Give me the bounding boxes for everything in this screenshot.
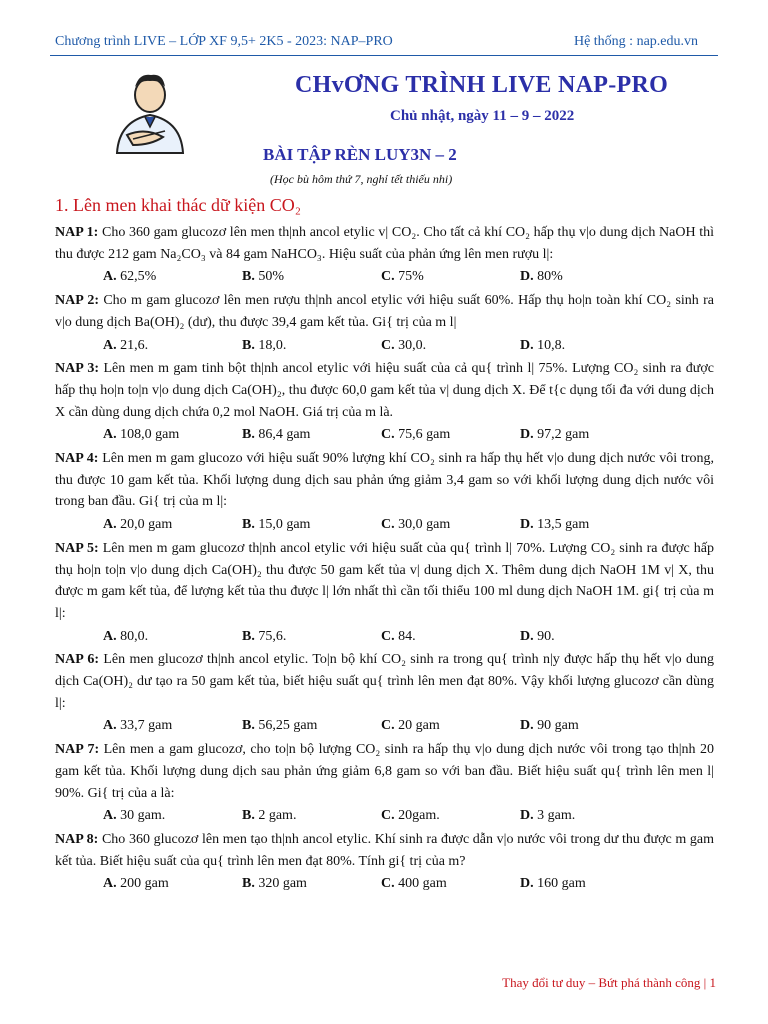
answer-option-a: A. 20,0 gam [103,517,173,533]
answer-row [55,715,714,737]
answer-option-a: A. 108,0 gam [103,427,180,443]
question-label: NAP 4: [55,451,99,467]
answer-option-c: C. 84. [381,628,416,644]
answer-option-c: C. 30,0 gam [381,517,451,533]
answer-option-c: C. 20gam. [381,808,440,824]
question-item [55,222,714,288]
answer-option-b: B. 15,0 gam [242,517,311,533]
answer-option-c: C. 75% [381,269,424,285]
answer-row [55,805,714,827]
answer-row [55,514,714,536]
question-body: Lên men glucozơ th|nh ancol etylic. To|n bộ khí CO₂ sinh ra trong qu{ trình n|y được hấp thụ hết v|o dung dịch Ca(OH)₂ dư tạo ra 50 gam kết tủa, biết hiệu suất qu{ trình lên men đạt 80%. Vậy khối lượng glucozơ cần dùng l|: [55,652,715,711]
question-text [55,290,714,333]
question-body: Cho 360 gam glucozơ lên men th|nh ancol etylic v| CO₂. Cho tất cả khí CO₂ hấp thụ v|o dung dịch NaOH thì thu được 212 gam Na₂CO₃ và 84 gam NaHCO₃. Hiệu suất của phản ứng lên men rượu l|: [55,225,714,262]
question-label: NAP 3: [55,361,100,377]
answer-option-a: A. 80,0. [103,628,149,644]
answer-row [55,626,714,648]
answer-option-b: B. 2 gam. [242,808,297,824]
question-body: Lên men a gam glucozơ, cho to|n bộ lượng CO₂ sinh ra hấp thụ v|o dung dịch nước vôi trong tạo th|nh 20 gam kết tủa. Khối lượng dung dịch sau phản ứng giảm 6,8 gam so với ban đầu. Biết hiệu suất qu{ trình lên men l| 90%. Gi{ trị của a là: [55,742,714,801]
question-label: NAP 8: [55,831,99,847]
question-list [55,222,714,897]
question-item [55,538,714,648]
answer-row [55,873,714,895]
header-program: Chương trình LIVE – LỚP XF 9,5+ 2K5 - 2023: NAP–PRO [55,34,393,49]
exercise-title: BÀI TẬP RÈN LUY3N – 2 [263,145,457,164]
question-item [55,829,714,895]
question-label: NAP 7: [55,742,100,758]
answer-option-d: D. 10,8. [520,337,566,353]
question-body: Lên men m gam glucozơ th|nh ancol etylic với hiệu suất của qu{ trình l| 70%. Lượng CO₂ sinh ra được hấp thụ ho|n to|n v|o dung dịch Ca(OH)₂ thu được 50 gam kết tủa v| dung dịch X. Thêm dung dịch NaOH 1M v| X, thu được m gam kết tủa, để lượng kết tủa thu được l| lớn nhất thì cần tối thiểu 100 ml dung dịch NaOH 1M. gi{ trị của m l|: [55,540,714,621]
question-label: NAP 2: [55,293,99,309]
question-text [55,358,714,423]
page-footer: Thay đổi tư duy – Bứt phá thành công | 1 [502,975,716,990]
answer-option-b: B. 75,6. [242,628,287,644]
answer-option-a: A. 62,5% [103,269,157,285]
section-heading: 1. Lên men khai thác dữ kiện CO₂ [55,195,301,215]
question-text [55,222,714,265]
question-body: Cho m gam glucozơ lên men rượu th|nh ancol etylic với hiệu suất 60%. Hấp thụ ho|n toàn khí CO₂ sinh ra v|o dung dịch Ba(OH)₂ (dư), thu được 39,4 gam kết tủa. Gi{ trị của m l| [55,293,714,330]
question-item [55,358,714,446]
answer-option-d: D. 97,2 gam [520,427,590,443]
header-divider [50,55,718,56]
answer-option-a: A. 200 gam [103,876,169,892]
answer-option-c: C. 20 gam [381,718,440,734]
question-label: NAP 1: [55,225,99,240]
question-item [55,649,714,737]
answer-option-c: C. 30,0. [381,337,427,353]
question-item [55,290,714,356]
answer-option-b: B. 56,25 gam [242,718,318,734]
answer-option-a: A. 33,7 gam [103,718,173,734]
answer-option-b: B. 18,0. [242,337,287,353]
answer-row [55,266,714,288]
header-system: Hệ thống : nap.edu.vn [573,34,698,49]
answer-option-b: B. 86,4 gam [242,427,311,443]
answer-row [55,335,714,357]
answer-option-d: D. 80% [520,269,563,285]
answer-option-d: D. 160 gam [520,876,586,892]
question-body: Lên men m gam glucozo với hiệu suất 90% lượng khí CO₂ sinh ra hấp thụ hết v|o dung dịch nước vôi trong, thu được 10 gam kết tủa. Khối lượng dung dịch sau phản ứng giảm 3,4 gam so với khối lượng dung dịch nước vôi trong ban đầu. Gi{ trị của m l|: [55,451,714,510]
question-text [55,739,714,804]
date-line: Chủ nhật, ngày 11 – 9 – 2022 [390,108,575,124]
question-label: NAP 6: [55,652,100,668]
answer-option-a: A. 21,6. [103,337,149,353]
page-title: CHvƠNG TRÌNH LIVE NAP-PRO [295,72,669,98]
answer-row [55,424,714,446]
answer-option-b: B. 50% [242,269,285,285]
teacher-avatar-icon [105,65,195,155]
question-text [55,448,714,513]
question-text [55,538,714,625]
question-item [55,739,714,827]
answer-option-d: D. 90. [520,628,555,644]
answer-option-a: A. 30 gam. [103,808,166,824]
question-label: NAP 5: [55,540,99,556]
answer-option-d: D. 3 gam. [520,808,576,824]
question-body: Cho 360 glucozơ lên men tạo th|nh ancol etylic. Khí sinh ra được dẫn v|o nước vôi trong dư thu được m gam kết tủa. Biết hiệu suất của qu{ trình lên men đạt 80%. Tính gi{ trị của m? [55,831,714,869]
answer-option-c: C. 400 gam [381,876,447,892]
answer-option-b: B. 320 gam [242,876,307,892]
question-item [55,448,714,536]
exercise-note: (Học bù hôm thứ 7, nghỉ tết thiếu nhi) [270,172,453,186]
answer-option-d: D. 90 gam [520,718,579,734]
answer-option-c: C. 75,6 gam [381,427,451,443]
question-text [55,829,714,872]
question-text [55,649,714,714]
answer-option-d: D. 13,5 gam [520,517,590,533]
question-body: Lên men m gam tinh bột th|nh ancol etylic với hiệu suất của cả qu{ trình l| 75%. Lượng CO₂ sinh ra được hấp thụ ho|n to|n v|o dung dịch Ca(OH)₂, thu được 60,0 gam kết tủa v| dung dịch X. Để t{c dụng tối đa với dung dịch X cần dùng dung dịch chứa 0,2 mol NaOH. Giá trị của m là. [55,361,714,420]
